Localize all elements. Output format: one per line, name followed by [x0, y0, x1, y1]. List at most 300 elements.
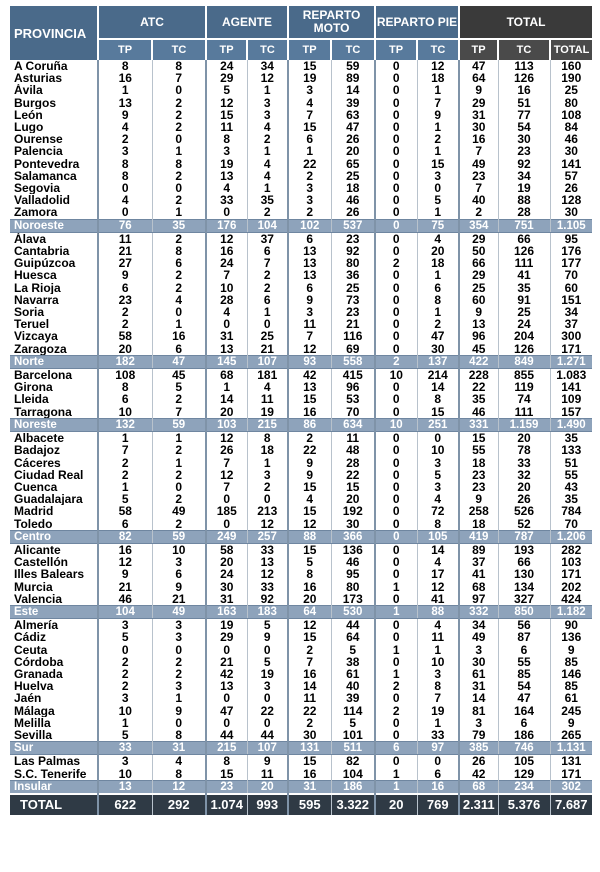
province-name: Madrid [14, 505, 54, 518]
cell-value: 82 [331, 755, 375, 768]
cell-value: 131 [550, 755, 592, 768]
cell-value: 5 [331, 644, 375, 656]
cell-value: 74 [498, 393, 550, 405]
cell-value: 75 [417, 219, 459, 232]
cell-value: 50 [459, 245, 498, 257]
cell-value: 15 [206, 768, 247, 781]
cell-value: 0 [375, 568, 417, 580]
cell-value: 993 [247, 794, 288, 815]
cell-value: 1 [152, 206, 206, 219]
cell-value: 130 [498, 568, 550, 580]
cell-value: 12 [206, 97, 247, 109]
cell-value: 2 [247, 206, 288, 219]
cell-value: 25 [498, 306, 550, 318]
table-row [10, 717, 592, 729]
cell-value: 49 [459, 158, 498, 170]
cell-value: 1 [98, 717, 152, 729]
cell-value: 0 [375, 269, 417, 281]
cell-value: 31 [152, 742, 206, 755]
cell-value: 0 [152, 84, 206, 96]
table-row [10, 170, 592, 182]
cell-value: 126 [498, 245, 550, 257]
table-row [10, 84, 592, 96]
cell-value: 104 [98, 605, 152, 618]
cell-value: 33 [417, 729, 459, 742]
cell-value: 7 [206, 481, 247, 493]
cell-value: 1.159 [498, 418, 550, 431]
cell-value: 0 [152, 306, 206, 318]
cell-value: 17 [417, 568, 459, 580]
cell-value: 746 [498, 742, 550, 755]
cell-value: 146 [550, 668, 592, 680]
cell-value: 2 [375, 705, 417, 717]
cell-value: 35 [550, 493, 592, 505]
cell-value: 133 [550, 444, 592, 456]
province-name: Lleida [14, 393, 49, 406]
cell-value: 2 [152, 194, 206, 206]
cell-value: 111 [498, 406, 550, 419]
cell-value: 48 [331, 444, 375, 456]
cell-value: 177 [550, 257, 592, 269]
cell-value: 46 [98, 593, 152, 606]
cell-value: 7 [247, 257, 288, 269]
cell-value: 1 [247, 84, 288, 96]
cell-value: 68 [206, 369, 247, 382]
cell-value: 15 [206, 109, 247, 121]
cell-value: 111 [498, 257, 550, 269]
cell-value: 11 [98, 232, 152, 245]
cell-value: 30 [459, 121, 498, 133]
cell-value: 2 [98, 469, 152, 481]
cell-value: 64 [459, 72, 498, 84]
table-row [10, 406, 592, 419]
cell-value: 15 [288, 481, 331, 493]
cell-value: 8 [98, 60, 152, 72]
cell-value: 2 [247, 269, 288, 281]
cell-value: 80 [331, 581, 375, 593]
cell-value: 42 [459, 768, 498, 781]
cell-value: 1.074 [206, 794, 247, 815]
cell-value: 2 [98, 318, 152, 330]
table-row [10, 692, 592, 704]
cell-value: 251 [417, 418, 459, 431]
cell-value: 4 [288, 493, 331, 505]
province-name: La Rioja [14, 281, 61, 294]
cell-value: 292 [152, 794, 206, 815]
cell-value: 0 [375, 481, 417, 493]
cell-value: 202 [550, 581, 592, 593]
cell-value: 1 [152, 457, 206, 469]
province-name: Segovia [14, 182, 61, 195]
cell-value: 354 [459, 219, 498, 232]
cell-value: 1 [98, 481, 152, 493]
cell-value: 23 [498, 145, 550, 157]
cell-value: 0 [375, 158, 417, 170]
cell-value: 30 [550, 145, 592, 157]
table-row [10, 729, 592, 742]
header-row-sub [10, 39, 592, 60]
cell-value: 33 [206, 194, 247, 206]
cell-value: 35 [498, 282, 550, 294]
cell-value: 8 [98, 158, 152, 170]
cell-value: 9 [417, 109, 459, 121]
cell-value: 16 [98, 72, 152, 84]
cell-value: 422 [459, 355, 498, 368]
cell-value: 157 [550, 406, 592, 419]
header-total-tp: TP [459, 39, 498, 60]
cell-value: 16 [98, 543, 152, 556]
cell-value: 3 [98, 692, 152, 704]
table-row [10, 705, 592, 717]
province-name: Albacete [14, 431, 65, 445]
cell-value: 1 [375, 780, 417, 794]
cell-value: 7 [417, 97, 459, 109]
cell-value: 49 [152, 605, 206, 618]
cell-value: 11 [206, 121, 247, 133]
province-name: Toledo [14, 517, 53, 531]
cell-value: 1 [417, 306, 459, 318]
cell-value: 0 [375, 755, 417, 768]
cell-value: 44 [247, 729, 288, 742]
cell-value: 30 [331, 518, 375, 531]
cell-value: 12 [98, 556, 152, 568]
cell-value: 0 [98, 644, 152, 656]
cell-value: 0 [247, 493, 288, 505]
cell-value: 6 [417, 768, 459, 781]
cell-value: 51 [550, 457, 592, 469]
cell-value: 16 [288, 668, 331, 680]
cell-value: 2 [288, 432, 331, 445]
cell-value: 86 [288, 418, 331, 431]
header-agente-tc: TC [247, 39, 288, 60]
cell-value: 6 [98, 282, 152, 294]
cell-value: 68 [459, 780, 498, 794]
cell-value: 95 [550, 232, 592, 245]
cell-value: 2.311 [459, 794, 498, 815]
cell-value: 15 [288, 393, 331, 405]
cell-value: 6 [247, 245, 288, 257]
cell-value: 5 [98, 631, 152, 643]
cell-value: 0 [206, 318, 247, 330]
cell-value: 63 [331, 109, 375, 121]
cell-value: 3 [152, 619, 206, 632]
cell-value: 20 [331, 145, 375, 157]
cell-value: 0 [206, 717, 247, 729]
cell-value: 2 [152, 121, 206, 133]
cell-value: 44 [331, 619, 375, 632]
province-name: Guipúzcoa [14, 257, 76, 270]
table-row [10, 343, 592, 356]
cell-value: 12 [288, 619, 331, 632]
cell-value: 1 [98, 84, 152, 96]
region-subtotal-row [10, 355, 592, 368]
cell-value: 0 [375, 109, 417, 121]
cell-value: 73 [331, 294, 375, 306]
cell-value: 9 [550, 717, 592, 729]
table-row [10, 206, 592, 219]
cell-value: 16 [459, 133, 498, 145]
cell-value: 31 [206, 330, 247, 342]
province-name: Melilla [14, 716, 51, 729]
cell-value: 15 [288, 631, 331, 643]
cell-value: 28 [331, 457, 375, 469]
cell-value: 19 [206, 158, 247, 170]
cell-value: 25 [459, 282, 498, 294]
cell-value: 56 [498, 619, 550, 632]
cell-value: 0 [375, 194, 417, 206]
cell-value: 42 [288, 369, 331, 382]
cell-value: 55 [498, 656, 550, 668]
cell-value: 70 [331, 406, 375, 419]
cell-value: 6 [152, 343, 206, 356]
cell-value: 2 [98, 133, 152, 145]
cell-value: 2 [98, 680, 152, 692]
cell-value: 5 [206, 84, 247, 96]
cell-value: 215 [206, 742, 247, 755]
province-name: Vizcaya [14, 330, 58, 343]
cell-value: 26 [331, 133, 375, 145]
province-name: A Coruña [14, 60, 68, 73]
cell-value: 0 [247, 644, 288, 656]
cell-value: 265 [550, 729, 592, 742]
table-row [10, 768, 592, 781]
cell-value: 109 [550, 393, 592, 405]
cell-value: 41 [498, 269, 550, 281]
cell-value: 3 [98, 619, 152, 632]
cell-value: 141 [550, 158, 592, 170]
region-subtotal-row [10, 605, 592, 618]
cell-value: 0 [375, 294, 417, 306]
cell-value: 64 [331, 631, 375, 643]
province-name: Valladolid [14, 194, 71, 207]
cell-value: 11 [288, 318, 331, 330]
cell-value: 16 [498, 84, 550, 96]
cell-value: 108 [550, 109, 592, 121]
cell-value: 9 [98, 109, 152, 121]
cell-value: 20 [331, 493, 375, 505]
cell-value: 0 [375, 656, 417, 668]
cell-value: 18 [331, 182, 375, 194]
cell-value: 5 [417, 194, 459, 206]
cell-value: 5 [331, 717, 375, 729]
cell-value: 12 [417, 581, 459, 593]
table-row [10, 656, 592, 668]
cell-value: 173 [331, 593, 375, 606]
table-row [10, 245, 592, 257]
cell-value: 7 [459, 182, 498, 194]
cell-value: 33 [247, 543, 288, 556]
cell-value: 116 [331, 330, 375, 342]
cell-value: 47 [331, 121, 375, 133]
cell-value: 5 [247, 619, 288, 632]
cell-value: 2 [152, 170, 206, 182]
header-reparto-pie: REPARTO PIE [375, 6, 459, 39]
cell-value: 1 [375, 644, 417, 656]
header-total: TOTAL [459, 6, 592, 39]
cell-value: 2 [288, 206, 331, 219]
cell-value: 41 [417, 593, 459, 606]
cell-value: 93 [288, 355, 331, 368]
cell-value: 30 [206, 581, 247, 593]
cell-value: 34 [550, 306, 592, 318]
table-row [10, 505, 592, 517]
cell-value: 29 [459, 269, 498, 281]
cell-value: 19 [498, 182, 550, 194]
cell-value: 622 [98, 794, 152, 815]
cell-value: 171 [550, 568, 592, 580]
cell-value: 0 [375, 393, 417, 405]
cell-value: 7 [417, 692, 459, 704]
cell-value: 3 [247, 97, 288, 109]
cell-value: 23 [459, 469, 498, 481]
cell-value: 7 [288, 330, 331, 342]
cell-value: 5 [288, 556, 331, 568]
cell-value: 1 [417, 84, 459, 96]
cell-value: 13 [98, 780, 152, 794]
cell-value: 0 [375, 330, 417, 342]
cell-value: 15 [417, 158, 459, 170]
cell-value: 15 [288, 121, 331, 133]
cell-value: 327 [498, 593, 550, 606]
cell-value: 31 [206, 593, 247, 606]
cell-value: 1.083 [550, 369, 592, 382]
cell-value: 22 [288, 705, 331, 717]
cell-value: 92 [247, 593, 288, 606]
province-name: Ávila [14, 84, 43, 97]
table-row [10, 556, 592, 568]
cell-value: 14 [459, 692, 498, 704]
header-agente-tp: TP [206, 39, 247, 60]
cell-value: 7 [98, 444, 152, 456]
cell-value: 136 [550, 631, 592, 643]
table-row [10, 518, 592, 531]
cell-value: 29 [206, 72, 247, 84]
cell-value: 1 [98, 432, 152, 445]
cell-value: 97 [417, 742, 459, 755]
cell-value: 1 [375, 768, 417, 781]
cell-value: 69 [331, 343, 375, 356]
province-name: Burgos [14, 96, 56, 109]
province-name: Cuenca [14, 480, 58, 494]
cell-value: 35 [550, 432, 592, 445]
cell-value: 415 [331, 369, 375, 382]
header-total-total: TOTAL [550, 39, 592, 60]
cell-value: 18 [459, 457, 498, 469]
table-row [10, 631, 592, 643]
cell-value: 7 [206, 269, 247, 281]
cell-value: 0 [206, 518, 247, 531]
cell-value: 8 [152, 60, 206, 72]
cell-value: 4 [247, 381, 288, 393]
cell-value: 1 [417, 206, 459, 219]
cell-value: 6 [288, 133, 331, 145]
table-row [10, 568, 592, 580]
cell-value: 164 [498, 705, 550, 717]
province-name: Jaén [14, 692, 42, 705]
cell-value: 0 [98, 206, 152, 219]
cell-value: 10 [375, 418, 417, 431]
province-name: Almería [14, 618, 59, 632]
cell-value: 3 [288, 182, 331, 194]
cell-value: 80 [331, 257, 375, 269]
cell-value: 11 [247, 393, 288, 405]
cell-value: 96 [459, 330, 498, 342]
table-row [10, 457, 592, 469]
cell-value: 91 [498, 294, 550, 306]
cell-value: 0 [375, 457, 417, 469]
cell-value: 88 [288, 530, 331, 543]
cell-value: 5 [152, 381, 206, 393]
cell-value: 2 [288, 644, 331, 656]
cell-value: 85 [498, 668, 550, 680]
table-row [10, 318, 592, 330]
province-name: Tarragona [14, 405, 72, 419]
cell-value: 2 [152, 232, 206, 245]
cell-value: 0 [98, 182, 152, 194]
cell-value: 19 [288, 72, 331, 84]
cell-value: 29 [206, 631, 247, 643]
cell-value: 31 [459, 109, 498, 121]
cell-value: 23 [206, 780, 247, 794]
cell-value: 15 [331, 481, 375, 493]
cell-value: 2 [417, 133, 459, 145]
cell-value: 0 [417, 432, 459, 445]
region-name: Sur [10, 742, 98, 755]
cell-value: 92 [331, 245, 375, 257]
cell-value: 4 [206, 306, 247, 318]
cell-value: 145 [206, 355, 247, 368]
cell-value: 42 [206, 668, 247, 680]
cell-value: 0 [152, 717, 206, 729]
cell-value: 46 [550, 133, 592, 145]
table-row [10, 432, 592, 445]
cell-value: 95 [331, 568, 375, 580]
province-name: Badajoz [14, 444, 61, 457]
cell-value: 88 [417, 605, 459, 618]
cell-value: 10 [98, 705, 152, 717]
cell-value: 0 [375, 97, 417, 109]
cell-value: 4 [247, 158, 288, 170]
cell-value: 3 [152, 631, 206, 643]
cell-value: 3 [459, 717, 498, 729]
cell-value: 22 [288, 444, 331, 456]
cell-value: 15 [288, 543, 331, 556]
cell-value: 0 [375, 72, 417, 84]
table-row [10, 232, 592, 245]
cell-value: 72 [417, 505, 459, 517]
cell-value: 855 [498, 369, 550, 382]
province-name: Girona [14, 381, 53, 394]
cell-value: 0 [375, 556, 417, 568]
cell-value: 45 [152, 369, 206, 382]
cell-value: 12 [206, 432, 247, 445]
cell-value: 47 [459, 60, 498, 72]
cell-value: 0 [375, 469, 417, 481]
cell-value: 108 [98, 369, 152, 382]
cell-value: 2 [417, 318, 459, 330]
cell-value: 30 [417, 343, 459, 356]
cell-value: 37 [459, 556, 498, 568]
cell-value: 44 [206, 729, 247, 742]
cell-value: 35 [459, 393, 498, 405]
cell-value: 13 [206, 170, 247, 182]
cell-value: 9 [459, 306, 498, 318]
cell-value: 5 [417, 469, 459, 481]
cell-value: 1 [152, 145, 206, 157]
cell-value: 13 [288, 381, 331, 393]
province-name: S.C. Tenerife [14, 767, 87, 781]
cell-value: 424 [550, 593, 592, 606]
